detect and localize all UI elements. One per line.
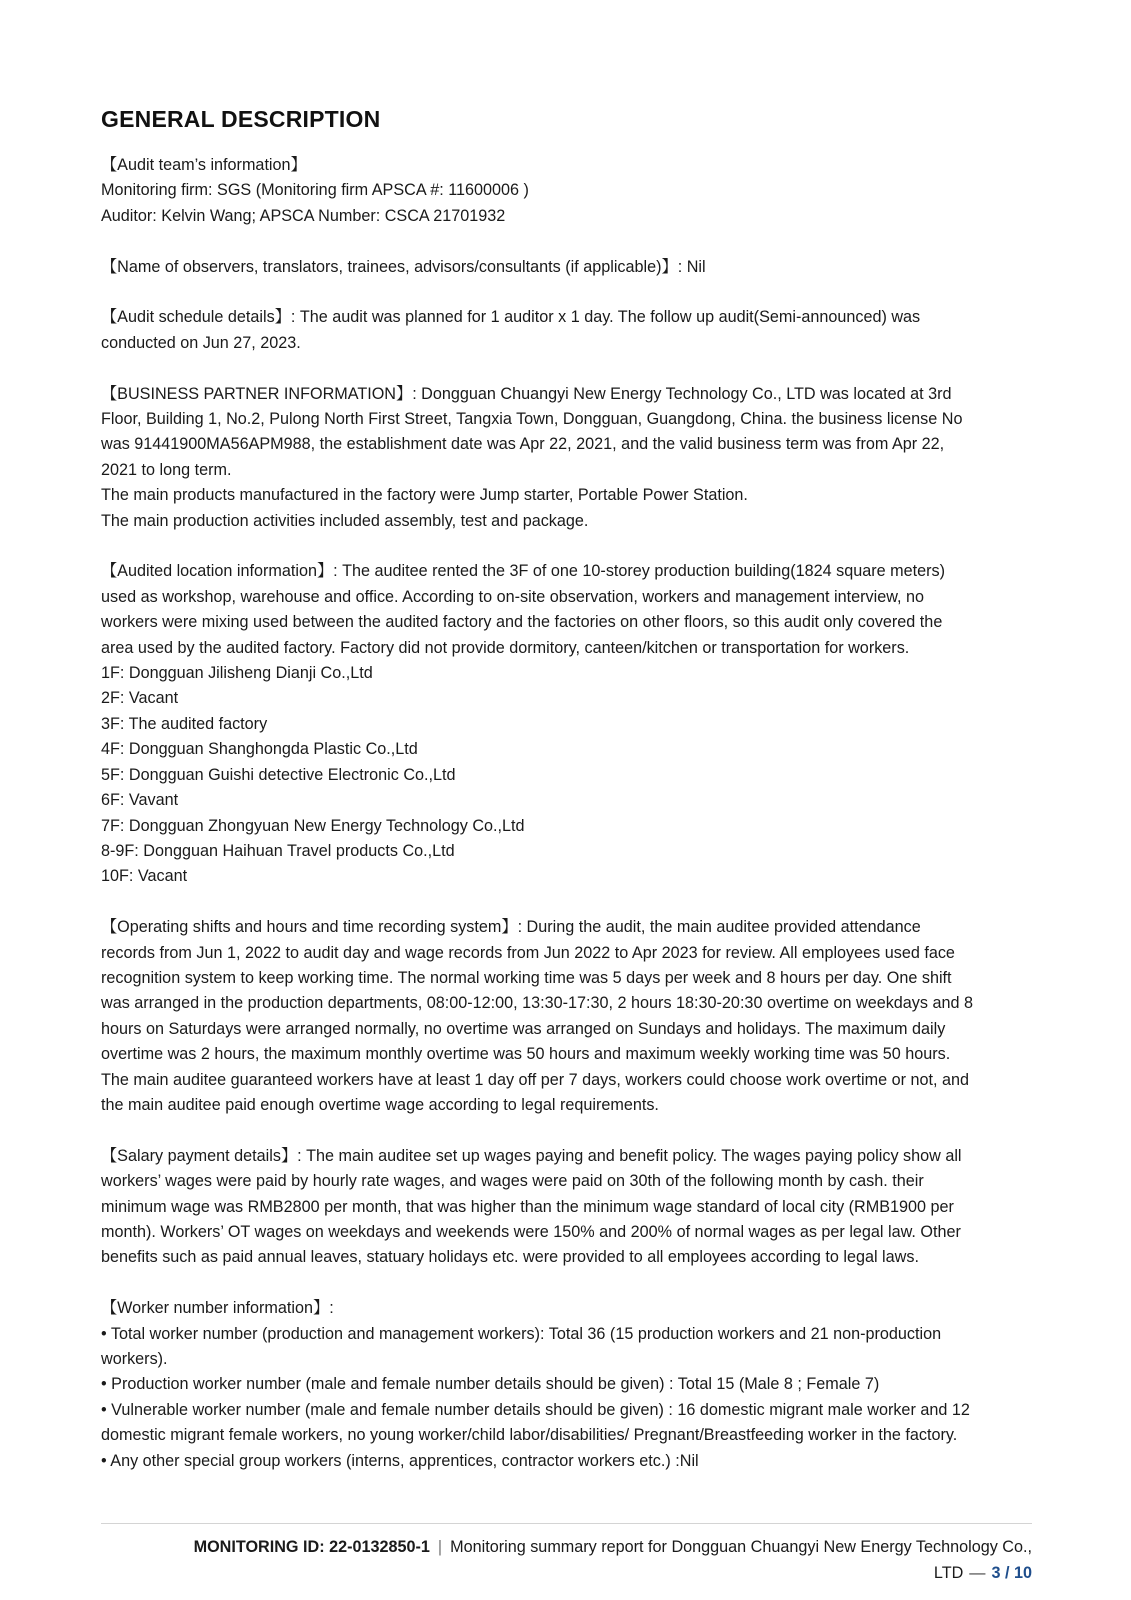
footer-line-1: [101, 1534, 1032, 1560]
text-line: 【Audited location information】: The auditee rented the 3F of one 10-storey production building(1824 square meters): [101, 562, 946, 581]
blank-line: [101, 890, 1031, 915]
text-line: benefits such as paid annual leaves, statuary holidays etc. were provided to all employees according to legal laws.: [101, 1248, 919, 1267]
text-line: 5F: Dongguan Guishi detective Electronic Co.,Ltd: [101, 765, 456, 784]
text-line: 【Audit team’s information】: [101, 156, 307, 174]
text-line: Monitoring firm: SGS (Monitoring firm APSCA #: 11600006 ): [101, 181, 529, 200]
text-line: 【Salary payment details】: The main auditee set up wages paying and benefit policy. The wages paying policy show all: [101, 1146, 962, 1165]
text-line: recognition system to keep working time. The normal working time was 5 days per week and 8 hours per day. One shift: [101, 968, 952, 987]
text-line: workers’ wages were paid by hourly rate wages, and wages were paid on 30th of the following month by cash. their: [101, 1172, 924, 1191]
monitoring-id: MONITORING ID: 22-0132850-1: [193, 1538, 430, 1556]
text-line: • Vulnerable worker number (male and female number details should be given) : 16 domestic migrant male worker and 12: [101, 1400, 970, 1419]
text-line: hours on Saturdays were arranged normally, no overtime was arranged on Sundays and holidays. The maximum daily: [101, 1019, 946, 1038]
text-line: 8-9F: Dongguan Haihuan Travel products Co.,Ltd: [101, 841, 455, 860]
footer-summary-title-cont: LTD: [933, 1564, 964, 1582]
text-line: workers were mixing used between the audited factory and the factories on other floors, so this audit only covered the: [101, 613, 943, 632]
blank-line: [101, 229, 1031, 254]
text-line: 3F: The audited factory: [101, 714, 268, 733]
text-line: The main production activities included assembly, test and package.: [101, 511, 589, 530]
page-footer: [101, 1523, 1032, 1586]
text-line: conducted on Jun 27, 2023.: [101, 333, 301, 352]
text-line: domestic migrant female workers, no young worker/child labor/disabilities/ Pregnant/Breastfeeding worker in the factory.: [101, 1426, 958, 1445]
text-line: 7F: Dongguan Zhongyuan New Energy Technology Co.,Ltd: [101, 816, 525, 835]
text-line: used as workshop, warehouse and office. According to on-site observation, workers and management interview, no: [101, 587, 925, 606]
text-line: Auditor: Kelvin Wang; APSCA Number: CSCA 21701932: [101, 206, 506, 225]
text-line: 【BUSINESS PARTNER INFORMATION】: Dongguan Chuangyi New Energy Technology Co., LTD was located at 3rd: [101, 384, 952, 403]
text-line: 【Audit schedule details】: The audit was planned for 1 auditor x 1 day. The follow up audit(Semi-announced) was: [101, 308, 921, 327]
text-line: The main products manufactured in the factory were Jump starter, Portable Power Station.: [101, 486, 748, 505]
footer-separator: |: [437, 1538, 443, 1556]
text-line: area used by the audited factory. Factory did not provide dormitory, canteen/kitchen or transportation for workers.: [101, 638, 910, 657]
text-line: was arranged in the production departments, 08:00-12:00, 13:30-17:30, 2 hours 18:30-20:30 overtime on weekdays and 8: [101, 994, 973, 1013]
blank-line: [101, 356, 1031, 381]
text-line: Floor, Building 1, No.2, Pulong North First Street, Tangxia Town, Dongguan, Guangdong, China. the business license No: [101, 410, 963, 429]
footer-line-2: [101, 1560, 1032, 1586]
blank-line: [101, 280, 1031, 305]
text-line: minimum wage was RMB2800 per month, that was higher than the minimum wage standard of local city (RMB1900 per: [101, 1197, 954, 1216]
page-number: 3 / 10: [991, 1564, 1032, 1582]
text-line: 6F: Vavant: [101, 791, 179, 810]
text-line: • Any other special group workers (interns, apprentices, contractor workers etc.) :Nil: [101, 1451, 699, 1470]
blank-line: [101, 1118, 1031, 1143]
text-line: 2021 to long term.: [101, 460, 232, 479]
text-line: 【Name of observers, translators, trainees, advisors/consultants (if applicable)】: Nil: [101, 257, 706, 276]
text-line: 4F: Dongguan Shanghongda Plastic Co.,Ltd: [101, 740, 418, 759]
blank-line: [101, 1271, 1031, 1296]
footer-dash: —: [969, 1564, 986, 1582]
text-line: records from Jun 1, 2022 to audit day and wage records from Jun 2022 to Apr 2023 for review. All employees used face: [101, 943, 955, 962]
text-line: workers).: [101, 1349, 168, 1368]
text-line: the main auditee paid enough overtime wage according to legal requirements.: [101, 1095, 659, 1114]
text-line: • Production worker number (male and female number details should be given) : Total 15 (Male 8 ; Female 7): [101, 1375, 880, 1394]
text-line: 【Worker number information】:: [101, 1299, 334, 1318]
text-line: 【Operating shifts and hours and time recording system】: During the audit, the main auditee provided attendance: [101, 918, 921, 937]
text-line: 10F: Vacant: [101, 867, 188, 886]
text-line: • Total worker number (production and management workers): Total 36 (15 production workers and 21 non-production: [101, 1324, 942, 1343]
document-page: [101, 100, 1031, 1474]
text-line: was 91441900MA56APM988, the establishment date was Apr 22, 2021, and the valid business term was from Apr 22,: [101, 435, 945, 454]
blank-line: [101, 534, 1031, 559]
text-line: 1F: Dongguan Jilisheng Dianji Co.,Ltd: [101, 664, 373, 683]
text-line: 2F: Vacant: [101, 689, 179, 708]
section-heading: GENERAL DESCRIPTION: [101, 106, 381, 132]
footer-summary-title: Monitoring summary report for Dongguan Chuangyi New Energy Technology Co.,: [450, 1538, 1032, 1556]
text-line: overtime was 2 hours, the maximum monthly overtime was 50 hours and maximum weekly working time was 50 hours.: [101, 1045, 951, 1064]
text-line: month). Workers’ OT wages on weekdays and weekends were 150% and 200% of normal wages as per legal law. Other: [101, 1222, 961, 1241]
text-line: The main auditee guaranteed workers have at least 1 day off per 7 days, workers could choose work overtime or not, and: [101, 1070, 970, 1089]
section-body: [101, 153, 1031, 1474]
